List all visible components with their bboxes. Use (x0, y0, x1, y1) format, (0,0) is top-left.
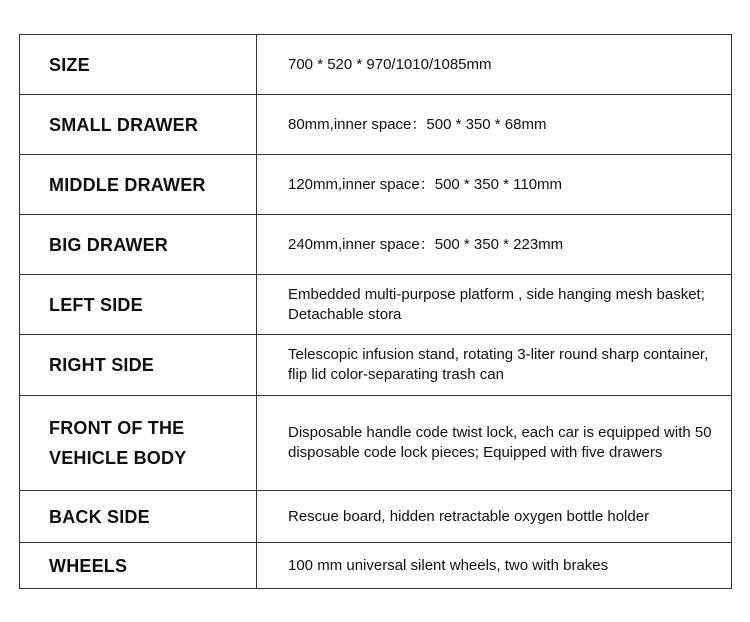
spec-label: MIDDLE DRAWER (20, 155, 257, 215)
spec-label: BIG DRAWER (20, 215, 257, 275)
spec-label: BACK SIDE (20, 491, 257, 543)
table-row-back-side (20, 491, 732, 543)
spec-value: 120mm,inner space：500 * 350 * 110mm (257, 155, 732, 215)
table-row-wheels (20, 543, 732, 589)
table-row-big-drawer (20, 215, 732, 275)
spec-value: 100 mm universal silent wheels, two with brakes (257, 543, 732, 589)
spec-value: Disposable handle code twist lock, each car is equipped with 50 disposable code lock pieces; Equipped with five drawers (257, 396, 732, 491)
spec-value: Telescopic infusion stand, rotating 3-liter round sharp container, flip lid color-separating trash can (257, 335, 732, 396)
table-row-middle-drawer (20, 155, 732, 215)
spec-label: FRONT OF THE VEHICLE BODY (20, 396, 257, 491)
spec-table (19, 34, 732, 589)
table-row-size (20, 35, 732, 95)
spec-value: 240mm,inner space：500 * 350 * 223mm (257, 215, 732, 275)
spec-value: 80mm,inner space：500 * 350 * 68mm (257, 95, 732, 155)
table-row-right-side (20, 335, 732, 396)
spec-label: RIGHT SIDE (20, 335, 257, 396)
spec-value: Embedded multi-purpose platform , side hanging mesh basket; Detachable stora (257, 275, 732, 335)
spec-value: Rescue board, hidden retractable oxygen bottle holder (257, 491, 732, 543)
table-row-small-drawer (20, 95, 732, 155)
spec-label: SMALL DRAWER (20, 95, 257, 155)
spec-label: SIZE (20, 35, 257, 95)
spec-label: LEFT SIDE (20, 275, 257, 335)
table-row-front-of-vehicle-body (20, 396, 732, 491)
table-row-left-side (20, 275, 732, 335)
spec-label: WHEELS (20, 543, 257, 589)
spec-value: 700 * 520 * 970/1010/1085mm (257, 35, 732, 95)
